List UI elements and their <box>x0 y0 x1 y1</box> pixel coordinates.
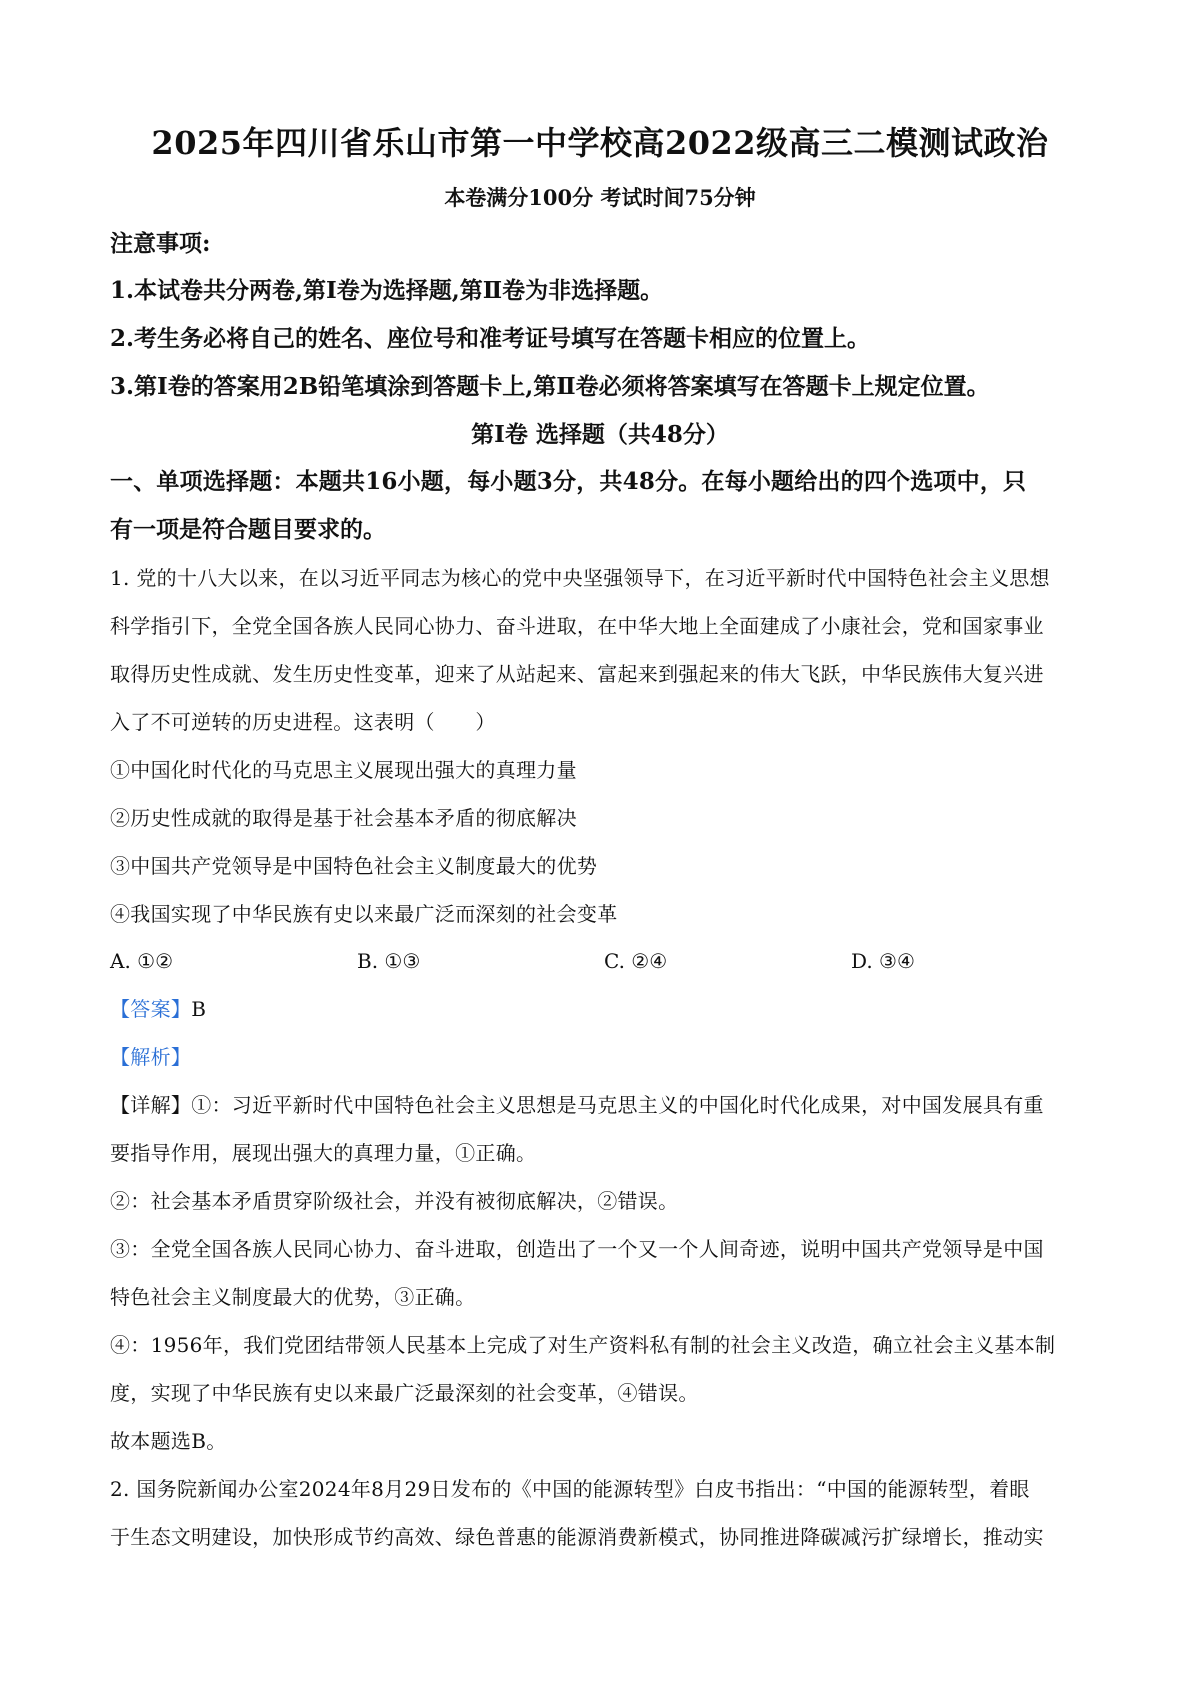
q1-option-b: B. ①③ <box>357 949 421 973</box>
q1-explanation-line-4: ③：全党全国各族人民同心协力、奋斗进取，创造出了一个又一个人间奇迹，说明中国共产党领导是中国 <box>110 1237 1044 1261</box>
q1-explanation-line-8: 故本题选B。 <box>110 1429 227 1453</box>
q1-option-c: C. ②④ <box>604 949 668 973</box>
section-title: 第Ⅰ卷 选择题（共48分） <box>471 421 729 448</box>
q2-stem-line-1: 2. 国务院新闻办公室2024年8月29日发布的《中国的能源转型》白皮书指出：“中国的能源转型，着眼 <box>110 1477 1030 1501</box>
notice-item-1: 1.本试卷共分两卷,第Ⅰ卷为选择题,第Ⅱ卷为非选择题。 <box>110 277 664 304</box>
q1-item-1: ①中国化时代化的马克思主义展现出强大的真理力量 <box>110 758 577 782</box>
detail-tag: 【详解】 <box>110 1093 192 1117</box>
q1-explanation-line-1 <box>110 1090 1100 1120</box>
notice-heading: 注意事项: <box>110 230 211 257</box>
part-heading-line-1: 一、单项选择题：本题共16小题，每小题3分，共48分。在每小题给出的四个选项中，只 <box>110 468 1027 495</box>
exam-subtitle: 本卷满分100分 考试时间75分钟 <box>444 185 756 210</box>
q1-item-3: ③中国共产党领导是中国特色社会主义制度最大的优势 <box>110 854 598 878</box>
q1-explanation-line-7: 度，实现了中华民族有史以来最广泛最深刻的社会变革，④错误。 <box>110 1381 699 1405</box>
q1-option-a: A. ①② <box>110 949 174 973</box>
q1-option-d: D. ③④ <box>851 949 915 973</box>
part-heading-line-2: 有一项是符合题目要求的。 <box>110 516 386 543</box>
q1-explanation-line-3: ②：社会基本矛盾贯穿阶级社会，并没有被彻底解决，②错误。 <box>110 1189 679 1213</box>
q1-analysis-row <box>110 1042 1100 1072</box>
explanation-text: ①：习近平新时代中国特色社会主义思想是马克思主义的中国化时代化成果，对中国发展具有重 <box>191 1093 1044 1117</box>
q1-stem-line-3: 取得历史性成就、发生历史性变革，迎来了从站起来、富起来到强起来的伟大飞跃，中华民族伟大复兴进 <box>110 662 1044 686</box>
q1-stem-line-4: 入了不可逆转的历史进程。这表明（ ） <box>110 710 496 734</box>
answer-value: B <box>191 997 207 1021</box>
q1-answer-row <box>110 994 1100 1024</box>
q1-explanation-line-2: 要指导作用，展现出强大的真理力量，①正确。 <box>110 1141 537 1165</box>
q1-item-4: ④我国实现了中华民族有史以来最广泛而深刻的社会变革 <box>110 902 618 926</box>
q1-stem-line-1: 1. 党的十八大以来，在以习近平同志为核心的党中央坚强领导下，在习近平新时代中国特色社会主义思想 <box>110 566 1050 590</box>
q1-explanation-line-5: 特色社会主义制度最大的优势，③正确。 <box>110 1285 476 1309</box>
q1-explanation-line-6: ④：1956年，我们党团结带领人民基本上完成了对生产资料私有制的社会主义改造，确立社会主义基本制 <box>110 1333 1056 1357</box>
answer-tag: 【答案】 <box>110 997 192 1021</box>
q2-stem-line-2: 于生态文明建设，加快形成节约高效、绿色普惠的能源消费新模式，协同推进降碳减污扩绿增长，推动实 <box>110 1525 1044 1549</box>
analysis-tag: 【解析】 <box>110 1045 192 1069</box>
q1-item-2: ②历史性成就的取得是基于社会基本矛盾的彻底解决 <box>110 806 577 830</box>
q1-stem-line-2: 科学指引下，全党全国各族人民同心协力、奋斗进取，在中华大地上全面建成了小康社会，党和国家事业 <box>110 614 1044 638</box>
exam-title: 2025年四川省乐山市第一中学校高2022级高三二模测试政治 <box>151 124 1049 162</box>
notice-item-3: 3.第Ⅰ卷的答案用2B铅笔填涂到答题卡上,第Ⅱ卷必须将答案填写在答题卡上规定位置。 <box>110 373 990 400</box>
notice-item-2: 2.考生务必将自己的姓名、座位号和准考证号填写在答题卡相应的位置上。 <box>110 325 871 352</box>
